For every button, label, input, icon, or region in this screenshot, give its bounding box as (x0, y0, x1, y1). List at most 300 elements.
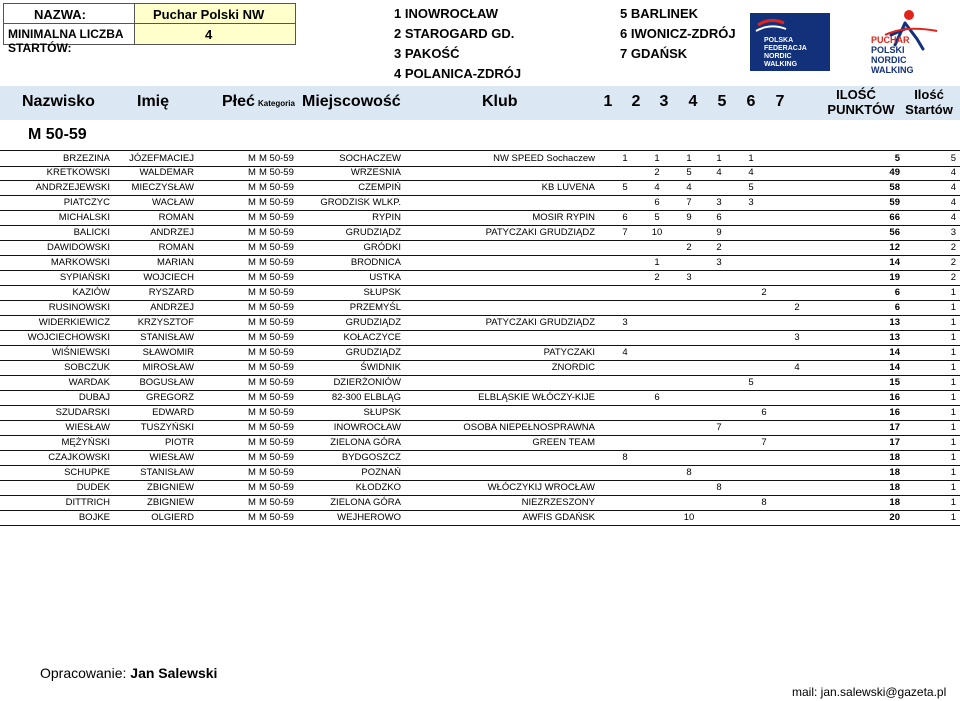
cell-starts: 1 (950, 347, 956, 358)
cell-first-name: ANDRZEJ (150, 302, 194, 313)
cell-sex: M (248, 512, 256, 523)
cell-round-6: 7 (761, 437, 767, 448)
name-label-box (3, 3, 135, 25)
cell-surname: DITTRICH (65, 497, 110, 508)
cell-sex: M (248, 392, 256, 403)
header-round-1: 1 (603, 93, 613, 110)
cell-starts: 2 (950, 257, 956, 268)
header-round-2: 2 (631, 93, 641, 110)
table-row (0, 165, 960, 181)
cell-sex: M (248, 182, 256, 193)
cell-round-3: 8 (686, 467, 692, 478)
cell-starts: 1 (950, 497, 956, 508)
cell-club: OSOBA NIEPEŁNOSPRAWNA (463, 422, 595, 433)
cell-sex: M (248, 317, 256, 328)
cell-round-4: 1 (716, 153, 722, 164)
header-sex: Płeć (222, 93, 255, 110)
cell-sex: M (248, 272, 256, 283)
cell-starts: 4 (950, 182, 956, 193)
cell-starts: 1 (950, 317, 956, 328)
cell-category: M 50-59 (259, 422, 294, 433)
table-row (0, 225, 960, 241)
category-section-title: M 50-59 (28, 126, 87, 143)
cell-round-3: 9 (686, 212, 692, 223)
cell-city: SOCHACZEW (339, 153, 401, 164)
cell-city: RYPIN (372, 212, 401, 223)
cell-category: M 50-59 (259, 242, 294, 253)
cell-first-name: ZBIGNIEW (147, 497, 194, 508)
cell-sex: M (248, 167, 256, 178)
header-points-line2: PUNKTÓW (827, 102, 895, 117)
cell-first-name: OLGIERD (151, 512, 194, 523)
header-first-name: Imię (137, 93, 170, 110)
cell-starts: 1 (950, 437, 956, 448)
cell-first-name: TUSZYŃSKI (140, 422, 194, 433)
cell-city: ŚWIDNIK (360, 362, 401, 373)
cell-round-4: 9 (716, 227, 722, 238)
cell-category: M 50-59 (259, 437, 294, 448)
cell-round-7: 3 (794, 332, 800, 343)
cell-city: SŁUPSK (363, 407, 401, 418)
cell-points: 14 (889, 257, 900, 268)
cell-round-2: 1 (654, 153, 660, 164)
cell-round-4: 4 (716, 167, 722, 178)
cell-starts: 1 (950, 452, 956, 463)
cell-surname: DUDEK (76, 482, 110, 493)
cell-round-2: 6 (654, 392, 660, 403)
table-row (0, 510, 960, 526)
cell-starts: 1 (950, 407, 956, 418)
table-row (0, 390, 960, 406)
header-club: Klub (482, 93, 518, 110)
cell-first-name: STANISŁAW (140, 467, 194, 478)
cell-surname: WIŚNIEWSKI (51, 347, 110, 358)
cell-points: 49 (889, 167, 900, 178)
cell-surname: SZUDARSKI (55, 407, 110, 418)
cell-round-4: 6 (716, 212, 722, 223)
cell-round-4: 2 (716, 242, 722, 253)
pfnw-line-4: WALKING (764, 61, 798, 68)
cell-points: 14 (889, 347, 900, 358)
table-row (0, 210, 960, 226)
table-row (0, 285, 960, 301)
cell-category: M 50-59 (259, 452, 294, 463)
header-round-5: 5 (717, 93, 727, 110)
table-row (0, 375, 960, 391)
cell-round-2: 6 (654, 197, 660, 208)
header-starts-line2: Startów (905, 102, 953, 117)
cell-first-name: WOJCIECH (143, 272, 194, 283)
cell-surname: ANDRZEJEWSKI (35, 182, 110, 193)
cell-sex: M (248, 407, 256, 418)
cell-round-5: 5 (748, 377, 754, 388)
pfnw-line-1: POLSKA (764, 37, 794, 44)
cell-points: 15 (889, 377, 900, 388)
table-row (0, 330, 960, 346)
cell-surname: SOBCZUK (64, 362, 110, 373)
cell-round-3: 1 (686, 153, 692, 164)
cell-first-name: MIROSŁAW (142, 362, 194, 373)
venue-5: 5 BARLINEK (620, 6, 699, 21)
cell-points: 18 (889, 497, 900, 508)
cell-surname: RUSINOWSKI (48, 302, 110, 313)
cell-club: NW SPEED Sochaczew (493, 153, 595, 164)
cell-points: 13 (889, 317, 900, 328)
cell-points: 59 (889, 197, 900, 208)
cell-surname: KRETKOWSKI (46, 167, 110, 178)
cell-points: 13 (889, 332, 900, 343)
cell-round-3: 5 (686, 167, 692, 178)
cell-city: ZIELONA GÓRA (330, 497, 401, 508)
cell-category: M 50-59 (259, 482, 294, 493)
pfnw-line-2: FEDERACJA (764, 45, 807, 52)
cell-round-1: 1 (622, 153, 628, 164)
cell-starts: 1 (950, 332, 956, 343)
cell-points: 5 (894, 153, 900, 164)
cell-club: PATYCZAKI GRUDZIĄDZ (485, 317, 595, 328)
pfnw-logo (750, 13, 830, 71)
min-starts-value-box (134, 23, 296, 45)
min-starts-label-box (3, 23, 135, 55)
cell-city: CZEMPIŃ (358, 182, 401, 193)
cell-sex: M (248, 362, 256, 373)
cell-category: M 50-59 (259, 182, 294, 193)
cell-round-3: 4 (686, 182, 692, 193)
cell-category: M 50-59 (259, 407, 294, 418)
cell-sex: M (248, 497, 256, 508)
cell-city: 82-300 ELBLĄG (331, 392, 401, 403)
cell-city: SŁUPSK (363, 287, 401, 298)
cell-starts: 1 (950, 302, 956, 313)
cell-sex: M (248, 422, 256, 433)
cell-city: WEJHEROWO (337, 512, 401, 523)
cell-first-name: STANISŁAW (140, 332, 194, 343)
cell-surname: CZAJKOWSKI (48, 452, 110, 463)
name-value: Puchar Polski NW (153, 7, 265, 22)
cell-category: M 50-59 (259, 227, 294, 238)
header-round-4: 4 (688, 93, 698, 110)
cell-category: M 50-59 (259, 197, 294, 208)
pfnw-line-3: NORDIC (764, 53, 792, 60)
cell-surname: MĘŻYŃSKI (61, 437, 110, 448)
cell-points: 56 (889, 227, 900, 238)
header-starts-line1: Ilość (914, 87, 944, 102)
cell-city: GRUDZIĄDZ (345, 227, 401, 238)
header-surname: Nazwisko (22, 93, 95, 110)
venue-3: 3 PAKOŚĆ (394, 46, 460, 61)
cell-surname: KAZIÓW (72, 287, 110, 298)
cell-first-name: PIOTR (164, 437, 194, 448)
cell-first-name: MARIAN (157, 257, 194, 268)
cell-starts: 4 (950, 197, 956, 208)
prepared-label: Opracowanie: (40, 665, 127, 681)
cell-points: 58 (889, 182, 900, 193)
cell-surname: WARDAK (68, 377, 110, 388)
min-starts-value: 4 (205, 27, 213, 42)
cell-first-name: EDWARD (152, 407, 194, 418)
cell-first-name: BOGUSŁAW (139, 377, 194, 388)
cell-points: 19 (889, 272, 900, 283)
cell-city: POZNAŃ (361, 467, 401, 478)
cell-surname: DUBAJ (78, 392, 110, 403)
cell-surname: BALICKI (73, 227, 110, 238)
cell-category: M 50-59 (259, 392, 294, 403)
cell-starts: 1 (950, 287, 956, 298)
cell-round-6: 6 (761, 407, 767, 418)
cell-round-1: 4 (622, 347, 628, 358)
cell-points: 20 (889, 512, 900, 523)
min-starts-label: MINIMALNA LICZBA STARTÓW: (8, 27, 124, 55)
cell-first-name: GREGORZ (145, 392, 194, 403)
cell-club: PATYCZAKI GRUDZIĄDZ (485, 227, 595, 238)
cell-category: M 50-59 (259, 347, 294, 358)
ppnw-logo (865, 5, 947, 75)
cell-starts: 3 (950, 227, 956, 238)
cell-points: 66 (889, 212, 900, 223)
table-row (0, 195, 960, 211)
cell-club: WŁÓCZYKIJ WROCŁAW (487, 482, 595, 493)
cell-club: GREEN TEAM (532, 437, 595, 448)
cell-sex: M (248, 212, 256, 223)
cell-sex: M (248, 467, 256, 478)
cell-category: M 50-59 (259, 302, 294, 313)
header-category: Kategoria (258, 99, 295, 108)
cell-starts: 1 (950, 512, 956, 523)
cell-sex: M (248, 377, 256, 388)
table-row (0, 315, 960, 331)
cell-club: MOSIR RYPIN (532, 212, 595, 223)
cell-city: ZIELONA GÓRA (330, 437, 401, 448)
cell-points: 12 (889, 242, 900, 253)
cell-sex: M (248, 153, 256, 164)
cell-category: M 50-59 (259, 377, 294, 388)
cell-sex: M (248, 242, 256, 253)
cell-points: 17 (889, 437, 900, 448)
name-label: NAZWA: (34, 7, 86, 22)
cell-starts: 1 (950, 362, 956, 373)
cell-city: GRÓDKI (363, 242, 401, 253)
cell-sex: M (248, 437, 256, 448)
ppnw-line-3: NORDIC (871, 55, 907, 65)
cell-round-7: 2 (794, 302, 800, 313)
cell-round-3: 10 (683, 512, 695, 523)
cell-city: BRODNICA (350, 257, 401, 268)
cell-points: 18 (889, 482, 900, 493)
cell-surname: PIATCZYC (63, 197, 110, 208)
table-row (0, 465, 960, 481)
table-row (0, 240, 960, 256)
cell-city: GRODZISK WLKP. (320, 197, 401, 208)
table-row (0, 435, 960, 451)
cell-sex: M (248, 452, 256, 463)
cell-surname: BRZEZINA (63, 153, 110, 164)
cell-sex: M (248, 287, 256, 298)
cell-category: M 50-59 (259, 167, 294, 178)
table-row (0, 300, 960, 316)
cell-round-2: 2 (654, 167, 660, 178)
cell-sex: M (248, 227, 256, 238)
cell-round-4: 7 (716, 422, 722, 433)
venue-6: 6 IWONICZ-ZDRÓJ (620, 26, 736, 41)
cell-surname: SYPIAŃSKI (59, 272, 110, 283)
cell-category: M 50-59 (259, 153, 294, 164)
cell-surname: WOJCIECHOWSKI (27, 332, 110, 343)
cell-starts: 1 (950, 467, 956, 478)
cell-points: 16 (889, 392, 900, 403)
cell-points: 14 (889, 362, 900, 373)
cell-category: M 50-59 (259, 287, 294, 298)
cell-round-6: 2 (761, 287, 767, 298)
cell-round-3: 3 (686, 272, 692, 283)
venue-4: 4 POLANICA-ZDRÓJ (394, 66, 522, 81)
table-row (0, 255, 960, 271)
cell-starts: 5 (950, 153, 956, 164)
cell-sex: M (248, 347, 256, 358)
header-city: Miejscowość (302, 93, 401, 110)
cell-city: GRUDZIĄDZ (345, 347, 401, 358)
cell-club: PATYCZAKI (543, 347, 595, 358)
cell-round-1: 8 (622, 452, 628, 463)
cell-round-5: 3 (748, 197, 754, 208)
cell-category: M 50-59 (259, 272, 294, 283)
cell-first-name: ROMAN (158, 242, 194, 253)
cell-round-2: 4 (654, 182, 660, 193)
cell-city: USTKA (369, 272, 401, 283)
venue-7: 7 GDAŃSK (620, 46, 688, 61)
cell-round-7: 4 (794, 362, 800, 373)
cell-points: 16 (889, 407, 900, 418)
ppnw-line-4: WALKING (871, 65, 914, 75)
footer-mail: mail: jan.salewski@gazeta.pl (792, 685, 947, 699)
cell-round-2: 10 (651, 227, 663, 238)
cell-starts: 1 (950, 422, 956, 433)
cell-points: 6 (894, 287, 900, 298)
cell-starts: 2 (950, 242, 956, 253)
table-row (0, 450, 960, 466)
cell-first-name: MIECZYSŁAW (131, 182, 194, 193)
cell-first-name: KRZYSZTOF (137, 317, 194, 328)
cell-city: KŁODZKO (355, 482, 401, 493)
cell-round-6: 8 (761, 497, 767, 508)
cell-surname: MARKOWSKI (50, 257, 110, 268)
cell-starts: 1 (950, 392, 956, 403)
cell-round-4: 3 (716, 257, 722, 268)
cell-first-name: JÓZEFMACIEJ (129, 153, 194, 164)
cell-club: NIEZRZESZONY (521, 497, 595, 508)
cell-category: M 50-59 (259, 362, 294, 373)
cell-category: M 50-59 (259, 512, 294, 523)
cell-category: M 50-59 (259, 317, 294, 328)
cell-surname: MICHALSKI (58, 212, 110, 223)
cell-surname: SCHUPKE (64, 467, 110, 478)
name-value-box (134, 3, 296, 25)
table-row (0, 405, 960, 421)
ppnw-line-1: PUCHAR (871, 35, 910, 45)
cell-sex: M (248, 197, 256, 208)
cell-category: M 50-59 (259, 467, 294, 478)
cell-category: M 50-59 (259, 257, 294, 268)
table-row (0, 360, 960, 376)
cell-first-name: WACŁAW (151, 197, 194, 208)
cell-surname: WIDERKIEWICZ (38, 317, 110, 328)
cell-sex: M (248, 332, 256, 343)
prepared-name: Jan Salewski (130, 665, 218, 681)
cell-starts: 1 (950, 377, 956, 388)
cell-city: KOŁACZYCE (343, 332, 401, 343)
cell-first-name: WALDEMAR (139, 167, 194, 178)
header-round-7: 7 (775, 93, 785, 110)
cell-city: DZIERŻONIÓW (333, 377, 401, 388)
table-row (0, 345, 960, 361)
table-row (0, 270, 960, 286)
cell-starts: 2 (950, 272, 956, 283)
cell-club: ZNORDIC (551, 362, 595, 373)
cell-round-3: 7 (686, 197, 692, 208)
cell-surname: DAWIDOWSKI (47, 242, 110, 253)
cell-category: M 50-59 (259, 497, 294, 508)
cell-category: M 50-59 (259, 212, 294, 223)
cell-round-2: 1 (654, 257, 660, 268)
cell-first-name: ROMAN (158, 212, 194, 223)
cell-starts: 4 (950, 167, 956, 178)
cell-first-name: ANDRZEJ (150, 227, 194, 238)
cell-points: 18 (889, 452, 900, 463)
cell-first-name: SŁAWOMIR (142, 347, 194, 358)
venue-1: 1 INOWROCŁAW (394, 6, 498, 21)
venue-2: 2 STAROGARD GD. (394, 26, 515, 41)
cell-round-3: 2 (686, 242, 692, 253)
header-round-6: 6 (746, 93, 756, 110)
cell-round-2: 2 (654, 272, 660, 283)
table-row (0, 495, 960, 511)
cell-first-name: RYSZARD (148, 287, 194, 298)
cell-round-5: 1 (748, 153, 754, 164)
cell-club: AWFIS GDAŃSK (522, 512, 595, 523)
cell-city: GRUDZIĄDZ (345, 317, 401, 328)
cell-city: BYDGOSZCZ (341, 452, 401, 463)
cell-first-name: ZBIGNIEW (147, 482, 194, 493)
cell-round-1: 7 (622, 227, 628, 238)
cell-points: 17 (889, 422, 900, 433)
table-row (0, 420, 960, 436)
footer-prepared (40, 665, 217, 681)
header-points-line1: ILOŚĆ (836, 87, 876, 102)
cell-city: WRZESNIA (350, 167, 401, 178)
table-row (0, 480, 960, 496)
cell-sex: M (248, 482, 256, 493)
cell-city: PRZEMYŚL (349, 302, 401, 313)
cell-round-4: 8 (716, 482, 722, 493)
cell-first-name: WIESŁAW (149, 452, 194, 463)
cell-category: M 50-59 (259, 332, 294, 343)
cell-points: 6 (894, 302, 900, 313)
table-row (0, 180, 960, 196)
cell-round-1: 5 (622, 182, 628, 193)
cell-starts: 1 (950, 482, 956, 493)
cell-round-1: 6 (622, 212, 628, 223)
cell-starts: 4 (950, 212, 956, 223)
cell-round-5: 5 (748, 182, 754, 193)
cell-city: INOWROCŁAW (333, 422, 401, 433)
cell-sex: M (248, 302, 256, 313)
cell-club: KB LUVENA (541, 182, 595, 193)
cell-points: 18 (889, 467, 900, 478)
ppnw-line-2: POLSKI (871, 45, 905, 55)
cell-surname: BOJKE (78, 512, 110, 523)
header-round-3: 3 (659, 93, 669, 110)
cell-round-4: 3 (716, 197, 722, 208)
cell-round-1: 3 (622, 317, 628, 328)
